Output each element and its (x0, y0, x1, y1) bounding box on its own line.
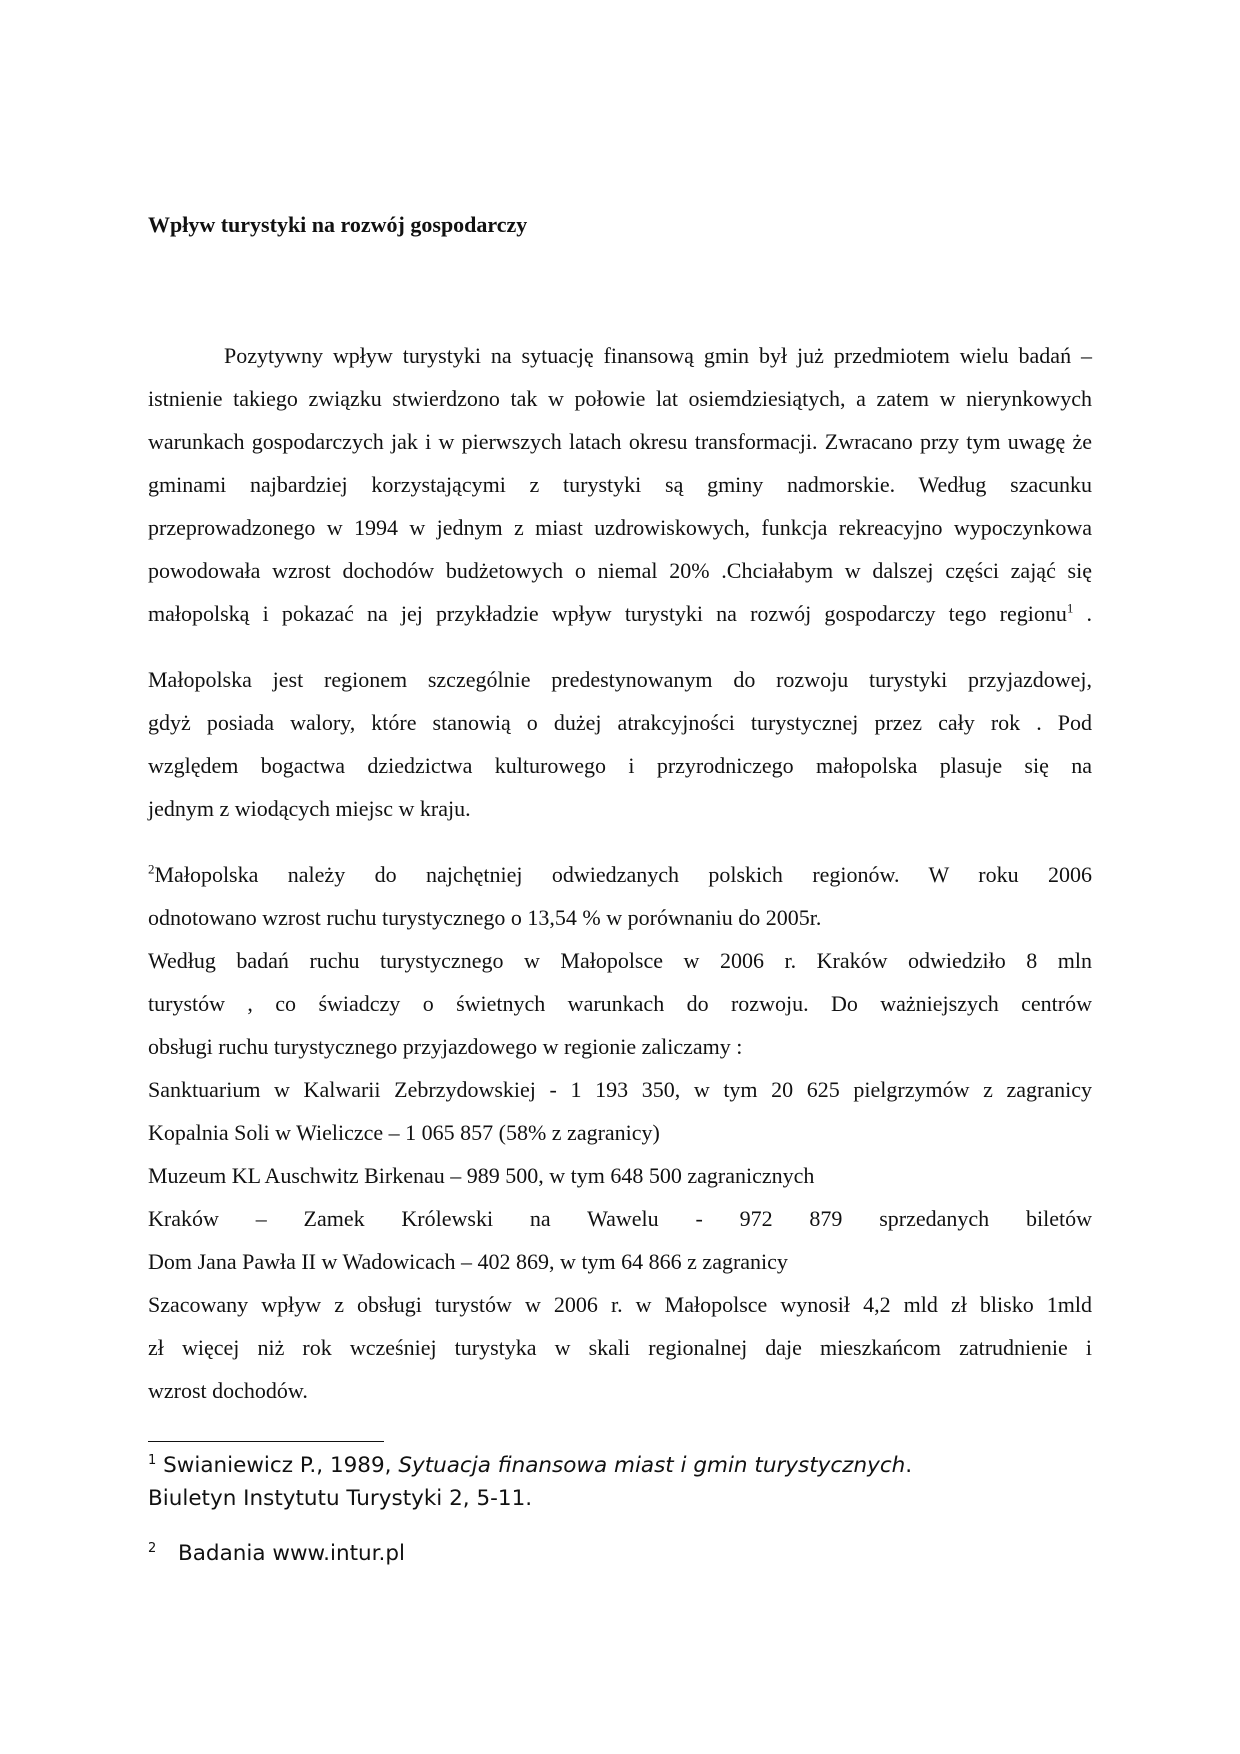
paragraph-intro-text: Pozytywny wpływ turystyki na sytuację finansową gmin był już przedmiotem wielu badań – istnienie takiego związku stwierdzono tak w połowie lat osiemdziesiątych, a zatem w nierynkowych warunkach gospodarczych jak i w pierwszych latach okresu transformacji. Zwracano przy tym uwagę że gminami najbardziej korzystającymi z turystyki są gminy nadmorskie. Według szacunku przeprowadzonego w 1994 w jednym z miast uzdrowiskowych, funkcja rekreacyjno wypoczynkowa powodowała wzrost dochodów budżetowych o niemal 20% .Chciałabym w dalszej części zająć się małopolską i pokazać na (148, 343, 1092, 626)
text-line: względem bogactwa dziedzictwa kulturowego i przyrodniczego małopolska plasuje się na (148, 753, 1092, 778)
paragraph-malopolska (148, 658, 1092, 830)
footnote-ref-2: 2 (148, 861, 155, 877)
text-line: zł więcej niż rok wcześniej turystyka w skali regionalnej daje mieszkańcom zatrudnienie i (148, 1335, 1092, 1360)
footnote-1-source: Biuletyn Instytutu Turystyki 2, 5-11. (148, 1486, 533, 1511)
text-line: Szacowany wpływ z obsługi turystów w 2006 r. w Małopolsce wynosił 4,2 mld zł blisko 1mld (148, 1292, 1092, 1317)
footnote-1-period: . (905, 1453, 913, 1478)
list-item: Kraków – Zamek Królewski na Wawelu - 972 879 sprzedanych biletów (148, 1206, 1092, 1231)
list-item: Muzeum KL Auschwitz Birkenau – 989 500, w tym 648 500 zagranicznych (148, 1163, 815, 1188)
footnote-2: $^2$ Badania www.intur.pl (148, 1540, 405, 1566)
paragraph-intro-last-text: jej przykładzie wpływ turystyki na rozwój gospodarczy tego regionu (400, 601, 1067, 626)
footnote-1-title: Sytuacja finansowa miast i gmin turystycznych (398, 1453, 906, 1478)
footnote-2-text: Badania www.intur.pl (178, 1541, 405, 1566)
text-line (148, 853, 1092, 896)
list-item: Sanktuarium w Kalwarii Zebrzydowskiej - 1 193 350, w tym 20 625 pielgrzymów z zagranicy (148, 1077, 1092, 1102)
footnote-1 (148, 1449, 1092, 1515)
footnote-1-author: Swianiewicz P., 1989, (156, 1453, 399, 1478)
text-line: wzrost dochodów. (148, 1378, 308, 1403)
paragraph-statistics (148, 853, 1092, 1412)
paragraph-intro-tail: . (1073, 601, 1092, 626)
document-title: Wpływ turystyki na rozwój gospodarczy (148, 212, 528, 237)
footnote-separator (148, 1441, 384, 1442)
paragraph-intro (148, 334, 1092, 635)
text-line: turystów , co świadczy o świetnych warunkach do rozwoju. Do ważniejszych centrów (148, 991, 1092, 1016)
text-line: gdyż posiada walory, które stanowią o dużej atrakcyjności turystycznej przez cały rok . Pod (148, 710, 1092, 735)
paragraph-intro-last-line (401, 601, 1092, 626)
statistics-line-1: Małopolska należy do najchętniej odwiedzanych polskich regionów. W roku 2006 (154, 862, 1092, 887)
list-item: Dom Jana Pawła II w Wadowicach – 402 869, w tym 64 866 z zagranicy (148, 1249, 788, 1274)
text-line: Według badań ruchu turystycznego w Małopolsce w 2006 r. Kraków odwiedziło 8 mln (148, 948, 1092, 973)
text-line: Małopolska jest regionem szczególnie predestynowanym do rozwoju turystyki przyjazdowej, (148, 667, 1092, 692)
text-line: odnotowano wzrost ruchu turystycznego o 13,54 % w porównaniu do 2005r. (148, 905, 822, 930)
text-line: jednym z wiodących miejsc w kraju. (148, 796, 471, 821)
list-item: Kopalnia Soli w Wieliczce – 1 065 857 (58% z zagranicy) (148, 1120, 660, 1145)
footnote-ref-1: 1 (1066, 600, 1074, 616)
footnote-1-mark: 1 (148, 1452, 157, 1468)
text-line: obsługi ruchu turystycznego przyjazdowego w regionie zaliczamy : (148, 1034, 743, 1059)
